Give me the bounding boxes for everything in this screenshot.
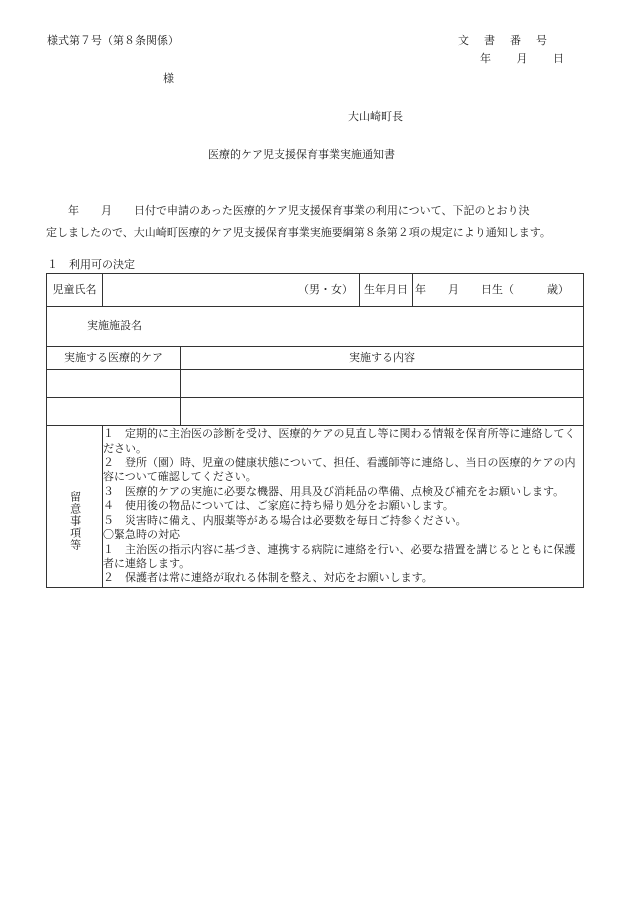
note-item: １ 定期的に主治医の診断を受け、医療的ケアの見直し等に関わる情報を保育所等に連絡してください。: [103, 427, 576, 455]
birthdate-label: 生年月日: [360, 274, 413, 307]
note-item: １ 主治医の指示内容に基づき、連携する病院に連絡を行い、必要な措置を講じるとともに保護者に連絡します。: [103, 542, 576, 570]
body-line-2: 定しましたので、大山崎町医療的ケア児支援保育事業実施要綱第８条第２項の規定により通知します。: [46, 226, 551, 239]
body-paragraph: [46, 200, 582, 244]
form-number: 様式第７号（第８条関係）: [47, 34, 179, 47]
date-line: 年 月 日: [480, 52, 564, 65]
note-item: ２ 登所（園）時、児童の健康状態について、担任、看護師等に連絡し、当日の医療的ケアの内容について確認してください。: [103, 456, 576, 484]
content-cell-1: [181, 370, 584, 398]
notes-cell: [103, 426, 584, 588]
document-number-label: 文書番号: [458, 34, 562, 47]
addressee-suffix: 様: [163, 72, 174, 85]
decision-table: [46, 273, 584, 588]
care-cell-1: [47, 370, 181, 398]
note-item: ４ 使用後の物品については、ご家庭に持ち帰り処分をお願いします。: [103, 499, 454, 513]
note-item: ２ 保護者は常に連絡が取れる体制を整え、対応をお願いします。: [103, 571, 433, 585]
birthdate-field: 年 月 日生（ 歳）: [413, 274, 584, 307]
facility-label: 実施施設名: [47, 307, 584, 347]
emergency-heading: 〇緊急時の対応: [103, 528, 180, 542]
issuer-name: 大山崎町長: [348, 110, 403, 123]
section-heading: １ 利用可の決定: [47, 258, 135, 271]
notes-label: 留意事項等: [68, 491, 82, 552]
child-name-label: 児童氏名: [47, 274, 103, 307]
note-item: ５ 災害時に備え、内服薬等がある場合は必要数を毎日ご持参ください。: [103, 513, 467, 527]
care-cell-2: [47, 398, 181, 426]
care-header: 実施する医療的ケア: [47, 347, 181, 370]
notes-label-cell: [47, 426, 103, 588]
content-header: 実施する内容: [181, 347, 584, 370]
gender-field: （男・女）: [103, 274, 360, 307]
body-line-1: 年 月 日付で申請のあった医療的ケア児支援保育事業の利用について、下記のとおり決: [46, 204, 530, 217]
document-title: 医療的ケア児支援保育事業実施通知書: [208, 148, 395, 161]
note-item: ３ 医療的ケアの実施に必要な機器、用具及び消耗品の準備、点検及び補充をお願いします。: [103, 484, 565, 498]
content-cell-2: [181, 398, 584, 426]
